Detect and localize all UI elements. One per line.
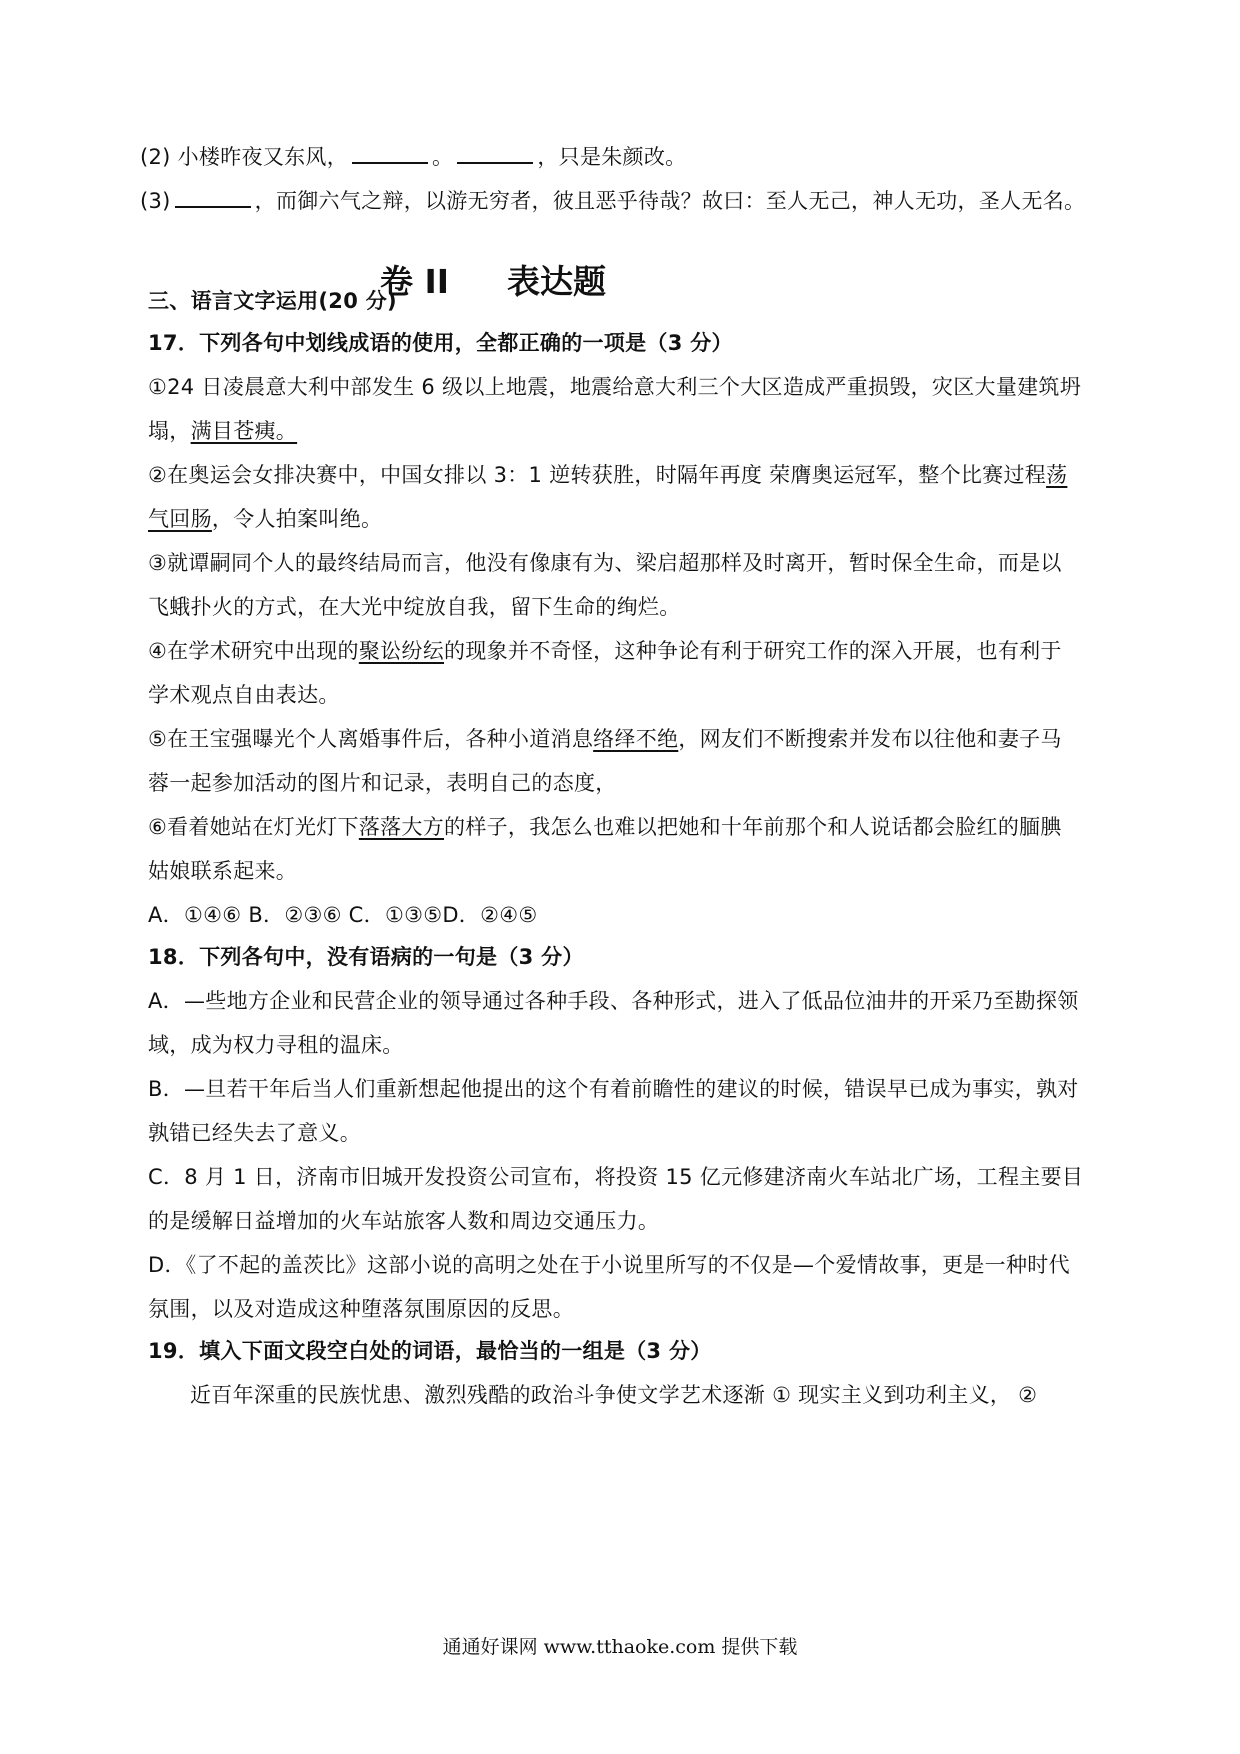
q17-s5-text: ⑤在王宝强曝光个人离婚事件后，各种小道消息 [148, 727, 594, 751]
section-name: 表达题 [507, 262, 607, 301]
poem-line-3-prefix: (3) [140, 189, 171, 213]
section-title [380, 262, 664, 302]
poem-line-2-prefix: (2) 小楼昨夜又东风， [140, 145, 349, 169]
answer-blank[interactable] [175, 184, 251, 208]
q17-s3-line2: 飞蛾扑火的方式，在大光中绽放自我，留下生命的绚烂。 [148, 595, 681, 619]
q17-s5-text: ，网友们不断搜索并发布以往他和妻子马 [678, 727, 1062, 751]
q17-title: 17．下列各句中划线成语的使用，全都正确的一项是（3 分） [148, 331, 733, 355]
q17-s4-line1 [148, 636, 1062, 666]
q17-s6-text: ⑥看着她站在灯光灯下 [148, 815, 359, 839]
q18-title: 18．下列各句中，没有语病的一句是（3 分） [148, 945, 584, 969]
q17-options: A．①④⑥ B．②③⑥ C．①③⑤D．②④⑤ [148, 903, 538, 927]
underlined-idiom: 荡 [1046, 463, 1068, 487]
q17-s6-line1 [148, 812, 1062, 842]
q18-option-c-line2: 的是缓解日益增加的火车站旅客人数和周边交通压力。 [148, 1209, 660, 1233]
underlined-idiom: 落落大方 [358, 815, 445, 839]
q17-s2-line2 [148, 504, 382, 534]
section-heading: 三、语言文字运用(20 分) [148, 289, 397, 313]
q17-s2-text: ②在奥运会女排决赛中，中国女排以 3：1 逆转获胜，时隔年再度 荣膺奥运冠军，整个比赛过程 [148, 463, 1047, 487]
q18-option-a-line2: 域，成为权力寻租的温床。 [148, 1033, 404, 1057]
answer-blank[interactable] [352, 140, 428, 164]
q17-s4-text: 的现象并不奇怪，这种争论有利于研究工作的深入开展，也有利于 [444, 639, 1062, 663]
q19-title: 19．填入下面文段空白处的词语，最恰当的一组是（3 分） [148, 1339, 712, 1363]
q18-option-a-line1: A．—些地方企业和民营企业的领导通过各种手段、各种形式，进入了低品位油井的开采乃至勘探领 [148, 989, 1079, 1013]
poem-line-3-suffix: ，而御六气之辩，以游无穷者，彼且恶乎待哉？故曰：至人无己，神人无功，圣人无名。 [254, 189, 1086, 213]
underlined-idiom: 气回肠 [148, 507, 212, 531]
q17-s4-line2: 学术观点自由表达。 [148, 683, 340, 707]
q17-s2-text: ，令人拍案叫绝。 [211, 507, 383, 531]
underlined-idiom: 聚讼纷纭 [358, 639, 445, 663]
q17-s5-line1 [148, 724, 1062, 754]
q17-s1-line2 [148, 416, 297, 446]
poem-line-2 [140, 140, 686, 172]
q18-option-b-line1: B．—旦若干年后当人们重新想起他提出的这个有着前瞻性的建议的时候，错误早已成为事实，孰对 [148, 1077, 1079, 1101]
q17-s2-line1 [148, 460, 1067, 490]
underlined-idiom: 络绎不绝 [593, 727, 679, 751]
q17-s1-line1: ①24 日凌晨意大利中部发生 6 级以上地震，地震给意大利三个大区造成严重损毁，灾区大量建筑坍 [148, 375, 1082, 399]
q17-s3-line1: ③就谭嗣同个人的最终结局而言，他没有像康有为、梁启超那样及时离开，暂时保全生命，而是以 [148, 551, 1062, 575]
poem-line-2-mid: 。 [432, 145, 454, 169]
q18-option-d-line1: D．《了不起的盖茨比》这部小说的高明之处在于小说里所写的不仅是—个爱情故事，更是一种时代 [148, 1253, 1070, 1277]
q17-s1-text: 塌， [148, 419, 191, 443]
q19-text: 近百年深重的民族忧患、激烈残酷的政治斗争使文学艺术逐渐 ① 现实主义到功利主义， ② [190, 1383, 1038, 1407]
page-footer: 通通好课网 www.tthaoke.com 提供下载 [442, 1636, 798, 1658]
q18-option-b-line2: 孰错已经失去了意义。 [148, 1121, 361, 1145]
section-part: 卷 II [380, 262, 450, 301]
poem-line-2-suffix: ，只是朱颜改。 [537, 145, 687, 169]
answer-blank[interactable] [457, 140, 533, 164]
q18-option-c-line1: C．8 月 1 日，济南市旧城开发投资公司宣布，将投资 15 亿元修建济南火车站北广场，工程主要目 [148, 1165, 1084, 1189]
poem-line-3 [140, 184, 1085, 216]
q17-s6-text: 的样子，我怎么也难以把她和十年前那个和人说话都会脸红的腼腆 [444, 815, 1062, 839]
q17-s4-text: ④在学术研究中出现的 [148, 639, 359, 663]
underlined-idiom: 满目苍痍。 [190, 419, 298, 443]
q18-option-d-line2: 氛围，以及对造成这种堕落氛围原因的反思。 [148, 1297, 574, 1321]
q17-s5-line2: 蓉一起参加活动的图片和记录，表明自己的态度， [148, 771, 617, 795]
q17-s6-line2: 姑娘联系起来。 [148, 859, 298, 883]
